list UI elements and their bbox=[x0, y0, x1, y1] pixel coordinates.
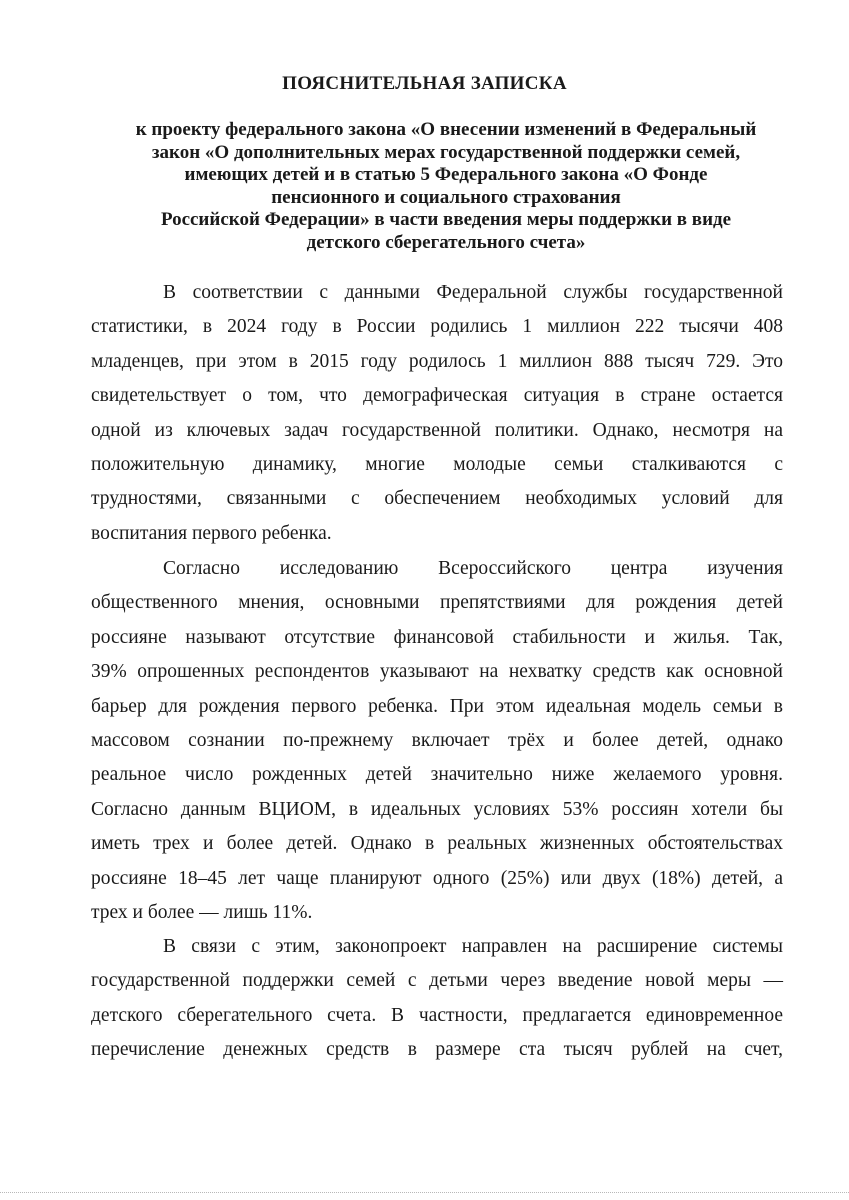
document-subtitle bbox=[90, 119, 802, 254]
paragraph-line: барьер для рождения первого ребенка. При этом идеальная модель семьи в bbox=[91, 695, 783, 717]
paragraph-line: 39% опрошенных респондентов указывают на нехватку средств как основной bbox=[91, 661, 783, 683]
paragraph-line: воспитания первого ребенка. bbox=[91, 522, 332, 544]
paragraph-line: младенцев, при этом в 2015 году родилось 1 миллион 888 тысяч 729. Это bbox=[91, 350, 783, 372]
paragraph-line: детского сберегательного счета. В частности, предлагается единовременное bbox=[91, 1004, 783, 1026]
paragraph-line: перечисление денежных средств в размере ста тысяч рублей на счет, bbox=[91, 1039, 783, 1061]
subtitle-line: детского сберегательного счета» bbox=[306, 231, 586, 253]
subtitle-line: Российской Федерации» в части введения меры поддержки в виде bbox=[160, 209, 732, 230]
paragraph-line: В связи с этим, законопроект направлен на расширение системы bbox=[163, 936, 783, 957]
paragraph-line: положительную динамику, многие молодые семьи сталкиваются с bbox=[91, 453, 783, 475]
subtitle-line: к проекту федерального закона «О внесении изменений в Федеральный bbox=[135, 119, 757, 140]
paragraph-line: В соответствии с данными Федеральной службы государственной bbox=[163, 282, 783, 303]
paragraph-line: Согласно исследованию Всероссийского центра изучения bbox=[163, 558, 783, 579]
paragraph-line: одной из ключевых задач государственной политики. Однако, несмотря на bbox=[91, 419, 783, 441]
paragraph-line: россияне 18–45 лет чаще планируют одного (25%) или двух (18%) детей, а bbox=[91, 867, 783, 889]
paragraph-line: иметь трех и более детей. Однако в реальных жизненных обстоятельствах bbox=[91, 833, 783, 855]
paragraph-line: трудностями, связанными с обеспечением необходимых условий для bbox=[91, 488, 783, 510]
paragraph-proposal bbox=[91, 930, 783, 1068]
paragraph-demographics bbox=[91, 276, 783, 551]
subtitle-line: пенсионного и социального страхования bbox=[271, 186, 621, 208]
paragraph-line: Согласно данным ВЦИОМ, в идеальных условиях 53% россиян хотели бы bbox=[91, 798, 783, 820]
paragraph-line: трех и более — лишь 11%. bbox=[91, 901, 313, 923]
page-bottom-edge bbox=[0, 1192, 849, 1194]
paragraph-line: общественного мнения, основными препятствиями для рождения детей bbox=[91, 592, 783, 614]
subtitle-line: закон «О дополнительных мерах государственной поддержки семей, bbox=[151, 141, 741, 163]
paragraph-line: реальное число рожденных детей значительно ниже желаемого уровня. bbox=[91, 764, 783, 786]
document-title: ПОЯСНИТЕЛЬНАЯ ЗАПИСКА bbox=[282, 73, 567, 94]
paragraph-survey bbox=[91, 552, 783, 930]
paragraph-line: свидетельствует о том, что демографическая ситуация в стране остается bbox=[91, 385, 783, 407]
paragraph-line: россияне называют отсутствие финансовой стабильности и жилья. Так, bbox=[91, 626, 783, 648]
paragraph-line: массовом сознании по-прежнему включает трёх и более детей, однако bbox=[91, 729, 783, 751]
paragraph-line: статистики, в 2024 году в России родились 1 миллион 222 тысячи 408 bbox=[91, 316, 783, 338]
paragraph-line: государственной поддержки семей с детьми через введение новой меры — bbox=[91, 970, 783, 992]
subtitle-line: имеющих детей и в статью 5 Федерального закона «О Фонде bbox=[184, 164, 708, 185]
